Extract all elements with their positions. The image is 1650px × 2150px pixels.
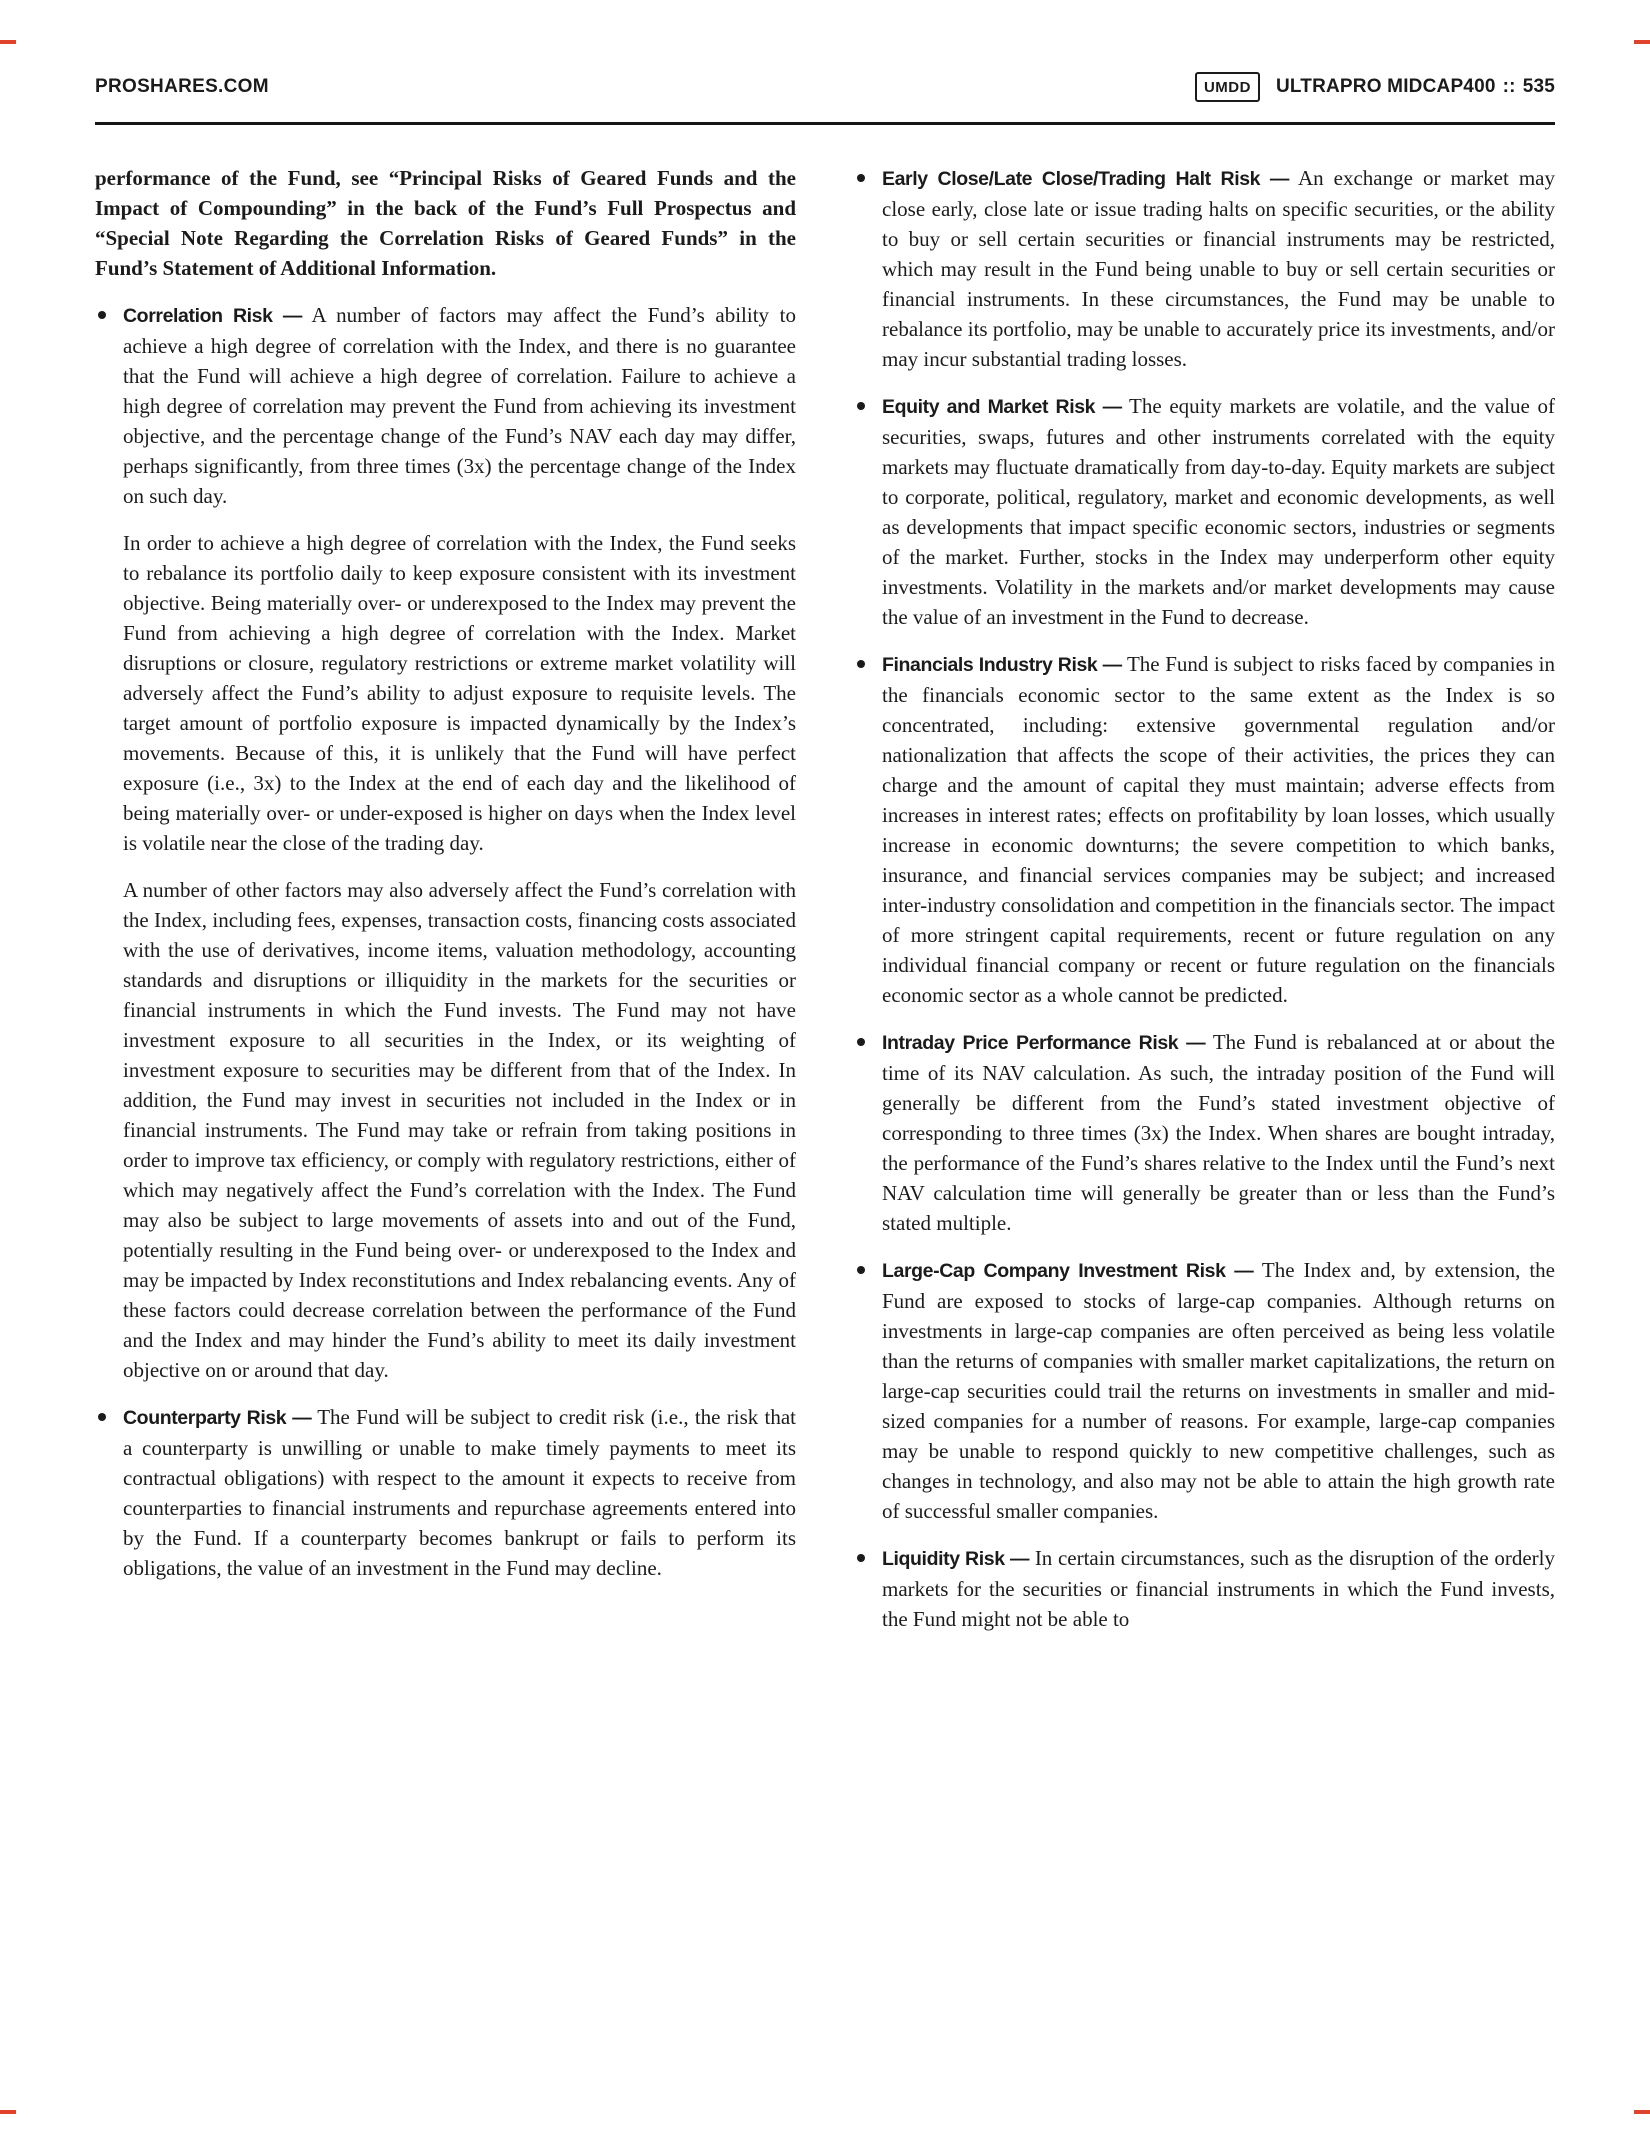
risk-paragraph xyxy=(882,391,1555,632)
bullet-icon xyxy=(857,402,865,410)
risk-item-liquidity xyxy=(854,1543,1555,1634)
risk-title: Intraday Price Performance Risk — xyxy=(882,1032,1206,1054)
risk-item-intraday-price xyxy=(854,1027,1555,1238)
risk-item-equity-market xyxy=(854,391,1555,632)
risk-paragraph xyxy=(882,1543,1555,1634)
risk-text: In certain circumstances, such as the disruption of the orderly markets for the securities or financial instruments in which the Fund invests, the Fund might not be able to xyxy=(882,1546,1556,1631)
risk-text: The Fund is subject to risks faced by companies in the financials economic sector to the same extent as the Index is so concentrated, including: extensive governmental regulation and/or nationalization that affects the scope of their activities, the prices they can charge and the amount of capital they must maintain; adverse effects from increases in interest rates; effects on profitability by loan losses, which usually increase in economic downturns; the severe competition to which banks, insurance, and financial services companies may be subject; and increased inter-industry consolidation and competition in the financials sector. The impact of more stringent capital requirements, recent or future regulation on any individual financial company or recent or future regulation on the financials economic sector as a whole cannot be predicted. xyxy=(882,652,1555,1007)
risk-title: Correlation Risk — xyxy=(123,305,303,327)
header-rule xyxy=(95,122,1555,125)
risk-title: Financials Industry Risk — xyxy=(882,654,1122,676)
risk-paragraph xyxy=(123,1402,796,1583)
left-column xyxy=(95,163,796,1634)
risk-item-counterparty xyxy=(95,1402,796,1583)
bullet-icon xyxy=(98,1413,106,1421)
risk-item-financials-industry xyxy=(854,649,1555,1010)
fund-title-line xyxy=(1276,76,1555,98)
bullet-icon xyxy=(857,174,865,182)
ticker-badge: UMDD xyxy=(1195,72,1260,102)
bullet-icon xyxy=(98,311,106,319)
bullet-icon xyxy=(857,660,865,668)
bullet-icon xyxy=(857,1266,865,1274)
header-right xyxy=(1195,72,1555,102)
risk-title: Counterparty Risk — xyxy=(123,1407,312,1429)
page-header xyxy=(95,0,1555,102)
fund-name: ULTRAPRO MIDCAP400 xyxy=(1275,76,1496,97)
risk-title: Large-Cap Company Investment Risk — xyxy=(882,1260,1254,1282)
risk-paragraph xyxy=(882,1027,1555,1238)
risk-paragraph xyxy=(123,300,796,511)
risk-text: A number of factors may affect the Fund’s ability to achieve a high degree of correlation with the Index, and there is no guarantee that the Fund will achieve a high degree of correlation. Failure to achieve a high degree of correlation may prevent the Fund from achieving its investment objective, and the percentage change of the Fund’s NAV each day may differ, perhaps significantly, from three times (3x) the percentage change of the Index on such day. xyxy=(123,303,796,508)
risk-title: Liquidity Risk — xyxy=(882,1548,1030,1570)
risk-text: An exchange or market may close early, close late or issue trading halts on specific securities, or the ability to buy or sell certain securities or financial instruments may be restricted, which may result in the Fund being unable to buy or sell certain securities or financial instruments. In these circumstances, the Fund may be unable to rebalance its portfolio, may be unable to accurately price its investments, and/or may incur substantial trading losses. xyxy=(882,166,1556,371)
page-number: 535 xyxy=(1522,76,1555,97)
crop-mark-icon xyxy=(0,40,16,44)
risk-title: Early Close/Late Close/Trading Halt Risk — xyxy=(882,168,1290,190)
crop-mark-icon xyxy=(1634,40,1650,44)
bullet-icon xyxy=(857,1038,865,1046)
risk-text: The Index and, by extension, the Fund are exposed to stocks of large-cap companies. Although returns on investments in large-cap companies are often perceived as being less volatile than the returns of companies with smaller market capitalizations, the return on large-cap securities could trail the returns on investments in smaller and mid-sized companies for a number of reasons. For example, large-cap companies may be unable to respond quickly to new competitive challenges, such as changes in technology, and also may not be able to attain the high growth rate of successful smaller companies. xyxy=(882,1258,1556,1523)
site-name: PROSHARES.COM xyxy=(95,76,269,97)
risk-text: The equity markets are volatile, and the value of securities, swaps, futures and other instruments correlated with the equity markets may fluctuate dramatically from day-to-day. Equity markets are subject to corporate, political, regulatory, market and economic developments, as well as developments that impact specific economic sectors, industries or segments of the market. Further, stocks in the Index may underperform other equity investments. Volatility in the markets and/or market developments may cause the value of an investment in the Fund to decrease. xyxy=(882,394,1556,629)
risk-title: Equity and Market Risk — xyxy=(882,396,1122,418)
paragraph: In order to achieve a high degree of correlation with the Index, the Fund seeks to rebalance its portfolio daily to keep exposure consistent with its investment objective. Being materially over- or underexposed to the Index may prevent the Fund from achieving a high degree of correlation with the Index. Market disruptions or closure, regulatory restrictions or extreme market volatility will adversely affect the Fund’s ability to adjust exposure to requisite levels. The target amount of portfolio exposure is impacted dynamically by the Index’s movements. Because of this, it is unlikely that the Fund will have perfect exposure (i.e., 3x) to the Index at the end of each day and the likelihood of being materially over- or under-exposed is higher on days when the Index level is volatile near the close of the trading day. xyxy=(123,531,796,855)
risk-item-early-close xyxy=(854,163,1555,374)
risk-paragraph xyxy=(882,649,1555,1010)
bullet-icon xyxy=(857,1554,865,1562)
risk-text: The Fund will be subject to credit risk (i.e., the risk that a counterparty is unwilling or unable to make timely payments to meet its contractual obligations) with respect to the amount it expects to receive from counterparties to financial instruments and repurchase agreements entered into by the Fund. If a counterparty becomes bankrupt or fails to perform its obligations, the value of an investment in the Fund may decline. xyxy=(123,1405,796,1580)
risk-item-large-cap xyxy=(854,1255,1555,1526)
risk-paragraph xyxy=(882,1255,1555,1526)
intro-paragraph: performance of the Fund, see “Principal Risks of Geared Funds and the Impact of Compounding” in the back of the Fund’s Full Prospectus and “Special Note Regarding the Correlation Risks of Geared Funds” in the Fund’s Statement of Additional Information. xyxy=(95,166,796,280)
separator: :: xyxy=(1502,76,1516,97)
crop-mark-icon xyxy=(0,2110,16,2114)
risk-item-correlation xyxy=(95,300,796,511)
risk-paragraph xyxy=(882,163,1555,374)
content xyxy=(95,163,1555,1634)
risk-text: The Fund is rebalanced at or about the time of its NAV calculation. As such, the intraday position of the Fund will generally be different from the Fund’s stated investment objective of corresponding to three times (3x) the Index. When shares are bought intraday, the performance of the Fund’s shares relative to the Index until the Fund’s next NAV calculation time will generally be greater than or less than the Fund’s stated multiple. xyxy=(882,1030,1555,1235)
paragraph: A number of other factors may also adversely affect the Fund’s correlation with the Index, including fees, expenses, transaction costs, financing costs associated with the use of derivatives, income items, valuation methodology, accounting standards and disruptions or illiquidity in the markets for the securities or financial instruments in which the Fund invests. The Fund may not have investment exposure to all securities in the Index, or its weighting of investment exposure to securities may be different from that of the Index. In addition, the Fund may invest in securities not included in the Index or in financial instruments. The Fund may take or refrain from taking positions in order to improve tax efficiency, or comply with regulatory restrictions, either of which may negatively affect the Fund’s correlation with the Index. The Fund may also be subject to large movements of assets into and out of the Fund, potentially resulting in the Fund being over- or underexposed to the Index and may be impacted by Index reconstitutions and Index rebalancing events. Any of these factors could decrease correlation between the performance of the Fund and the Index and may hinder the Fund’s ability to meet its daily investment objective on or around that day. xyxy=(123,878,796,1382)
right-column xyxy=(854,163,1555,1634)
crop-mark-icon xyxy=(1634,2110,1650,2114)
